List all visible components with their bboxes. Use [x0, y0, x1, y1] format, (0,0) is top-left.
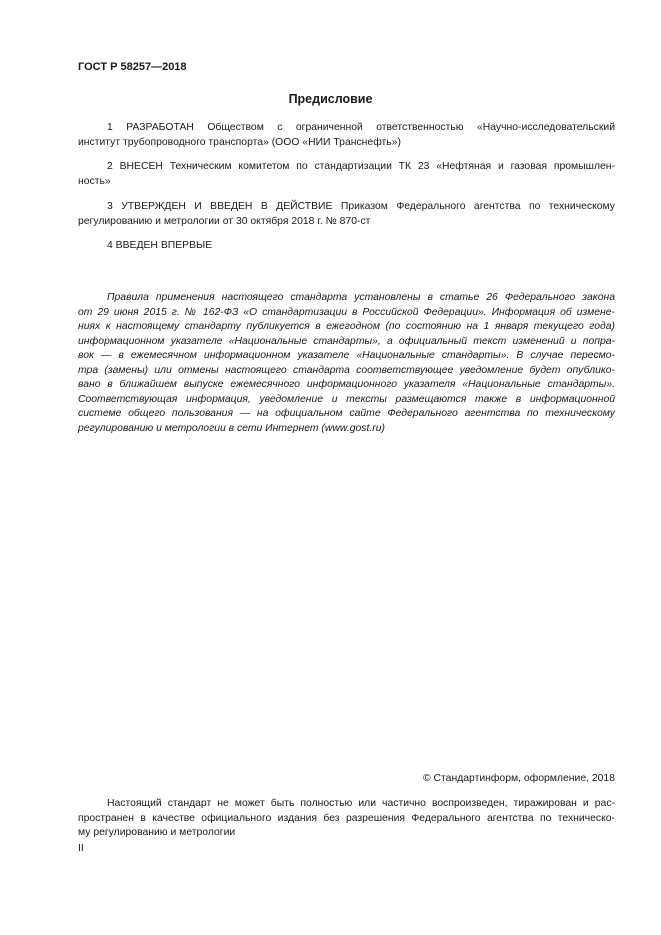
paragraph-first-introduced: [78, 239, 615, 254]
copyright-notice: © Стандартинформ, оформление, 2018: [422, 773, 615, 784]
paragraph-developed: [78, 121, 615, 150]
text-line: 4 ВВЕДЕН ВПЕРВЫЕ: [107, 240, 213, 251]
text-line: 1 РАЗРАБОТАН Обществом с ограниченной ответственностью «Научно-исследовательский: [107, 122, 615, 133]
text-line: ность»: [78, 175, 111, 187]
text-line: му регулированию и метрологии: [78, 827, 236, 838]
reproduction-notice: [78, 797, 615, 841]
notice-line: тра (замены) или отмены настоящего стандарта соответствующее уведомление будет опублико-: [78, 364, 615, 376]
notice-line: информационном указателе «Национальные стандарты», а официальный текст изменений и попра-: [78, 335, 615, 347]
text-line: пространен в качестве официального издания без разрешения Федерального агентства по техническо-: [78, 812, 615, 824]
notice-line: от 29 июня 2015 г. № 162-ФЗ «О стандартизации в Российской Федерации». Информация об измене-: [78, 306, 615, 318]
page-number: II: [78, 843, 84, 854]
notice-line: Соответствующая информация, уведомление и тексты размещаются также в информационной: [78, 393, 615, 405]
text-line: 3 УТВЕРЖДЕН И ВВЕДЕН В ДЕЙСТВИЕ Приказом Федерального агентства по техническому: [107, 201, 615, 212]
text-line: институт трубопроводного транспорта» (ООО «НИИ Транснефть»): [78, 136, 401, 148]
text-line: Настоящий стандарт не может быть полностью или частично воспроизведен, тиражирован и рас-: [107, 798, 615, 809]
notice-line: системе общего пользования — на официальном сайте Федерального агентства по техническому: [78, 408, 615, 419]
notice-line: вок — в ежемесячном информационном указателе «Национальные стандарты». В случае пересмо-: [78, 350, 615, 361]
paragraph-approved: [78, 200, 615, 229]
text-line: регулированию и метрологии от 30 октября 2018 г. № 870-ст: [78, 215, 371, 227]
notice-line: вано в ближайшем выпуске ежемесячного информационного указателя «Национальные стандарты».: [78, 379, 615, 390]
notice-line: регулированию и метрологии в сети Интернет (www.gost.ru): [78, 422, 385, 434]
page-title: Предисловие: [288, 92, 373, 106]
standard-header: ГОСТ Р 58257—2018: [78, 61, 187, 73]
notice-line: ниях к настоящему стандарту публикуется в ежегодном (по состоянию на 1 января текущего года): [78, 321, 615, 332]
notice-line: Правила применения настоящего стандарта установлены в статье 26 Федерального закона: [107, 292, 615, 303]
notice-block: [78, 291, 615, 436]
text-line: 2 ВНЕСЕН Техническим комитетом по стандартизации ТК 23 «Нефтяная и газовая промышлен-: [107, 161, 615, 172]
paragraph-introduced: [78, 160, 615, 189]
